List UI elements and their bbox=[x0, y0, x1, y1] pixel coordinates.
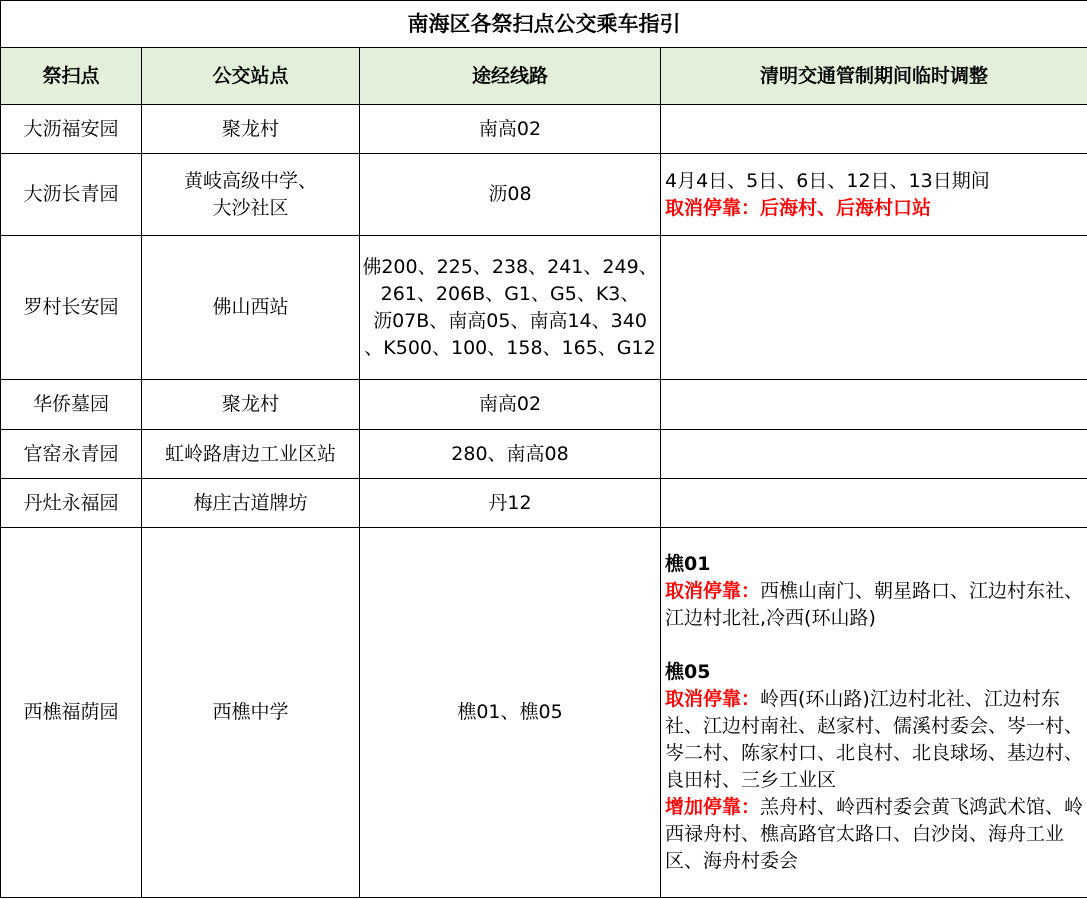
cancel-label: 取消停靠： bbox=[665, 579, 761, 602]
header-stop: 公交站点 bbox=[142, 48, 360, 105]
cancel-stops-note bbox=[665, 686, 1085, 794]
table-row bbox=[1, 380, 1087, 430]
stop-cell: 聚龙村 bbox=[142, 105, 360, 154]
stop-cell: 佛山西站 bbox=[142, 236, 360, 380]
cancel-label: 取消停靠： bbox=[665, 196, 761, 219]
routes-line: 丹12 bbox=[488, 491, 532, 514]
site-cell: 大沥长青园 bbox=[1, 154, 142, 236]
cancel-stops-note bbox=[665, 578, 1085, 632]
stop-cell: 梅庄古道牌坊 bbox=[142, 479, 360, 528]
routes-line: 280、南高08 bbox=[451, 442, 569, 465]
line-name: 樵05 bbox=[665, 660, 711, 683]
table-row bbox=[1, 105, 1087, 154]
header-site: 祭扫点 bbox=[1, 48, 142, 105]
site-cell: 华侨墓园 bbox=[1, 380, 142, 430]
add-stops: 羔舟村、岭西村委会黄飞鸿武术馆、岭西禄舟村、樵高路官太路口、白沙岗、海舟工业区、海舟村委会 bbox=[665, 795, 1084, 872]
routes-cell bbox=[360, 430, 661, 479]
routes-line: 、K500、100、158、165、G12 bbox=[364, 336, 656, 359]
routes-cell bbox=[360, 528, 661, 898]
table-row bbox=[1, 154, 1087, 236]
cancel-stops: 后海村、后海村口站 bbox=[760, 196, 932, 219]
table-row bbox=[1, 236, 1087, 380]
routes-cell bbox=[360, 380, 661, 430]
table-row bbox=[1, 479, 1087, 528]
routes-line: 沥07B、南高05、南高14、340 bbox=[373, 309, 647, 332]
adjustment-cell bbox=[661, 236, 1087, 380]
routes-cell bbox=[360, 479, 661, 528]
stop-cell: 虹岭路唐边工业区站 bbox=[142, 430, 360, 479]
spacer bbox=[665, 632, 1085, 659]
header-adjustment: 清明交通管制期间临时调整 bbox=[661, 48, 1087, 105]
routes-cell bbox=[360, 105, 661, 154]
stop-cell: 聚龙村 bbox=[142, 380, 360, 430]
stop-cell bbox=[142, 154, 360, 236]
table-row bbox=[1, 528, 1087, 898]
routes-line: 261、206B、G1、G5、K3、 bbox=[380, 282, 640, 305]
add-label: 增加停靠： bbox=[665, 795, 761, 818]
header-row bbox=[1, 48, 1087, 105]
adjustment-cell bbox=[661, 380, 1087, 430]
adjustment-cell bbox=[661, 105, 1087, 154]
stop-cell: 西樵中学 bbox=[142, 528, 360, 898]
adjustment-cell bbox=[661, 154, 1087, 236]
routes-line: 沥08 bbox=[488, 183, 532, 205]
routes-line: 樵01、樵05 bbox=[457, 701, 563, 723]
adjustment-period: 4月4日、5日、6日、12日、13日期间 bbox=[665, 169, 990, 192]
cancel-stops: 西樵山南门、朝星路口、江边村东社、江边村北社,冷西(环山路) bbox=[665, 579, 1084, 629]
header-routes: 途经线路 bbox=[360, 48, 661, 105]
routes-cell bbox=[360, 236, 661, 380]
cancel-stops: 岭西(环山路)江边村北社、江边村东社、江边村南社、赵家村、儒溪村委会、岑一村、岑二村、陈家村口、北良村、北良球场、基边村、良田村、三乡工业区 bbox=[665, 687, 1084, 791]
site-cell: 西樵福荫园 bbox=[1, 528, 142, 898]
routes-cell bbox=[360, 154, 661, 236]
adjustment-cell bbox=[661, 528, 1087, 898]
add-stops-note bbox=[665, 794, 1085, 875]
cancel-label: 取消停靠： bbox=[665, 687, 761, 710]
site-cell: 丹灶永福园 bbox=[1, 479, 142, 528]
routes-line: 佛200、225、238、241、249、 bbox=[362, 255, 658, 278]
table-title: 南海区各祭扫点公交乘车指引 bbox=[1, 1, 1087, 48]
site-cell: 官窑永青园 bbox=[1, 430, 142, 479]
routes-line: 南高02 bbox=[478, 393, 542, 415]
adjustment-cell bbox=[661, 430, 1087, 479]
site-cell: 罗村长安园 bbox=[1, 236, 142, 380]
table-row bbox=[1, 430, 1087, 479]
adjustment-cell bbox=[661, 479, 1087, 528]
stop-line: 大沙社区 bbox=[212, 196, 289, 219]
line-name: 樵01 bbox=[665, 552, 711, 575]
routes-line: 南高02 bbox=[478, 117, 542, 140]
site-cell: 大沥福安园 bbox=[1, 105, 142, 154]
cancel-stops-note bbox=[665, 195, 1085, 222]
stop-line: 黄岐高级中学、 bbox=[183, 169, 317, 192]
